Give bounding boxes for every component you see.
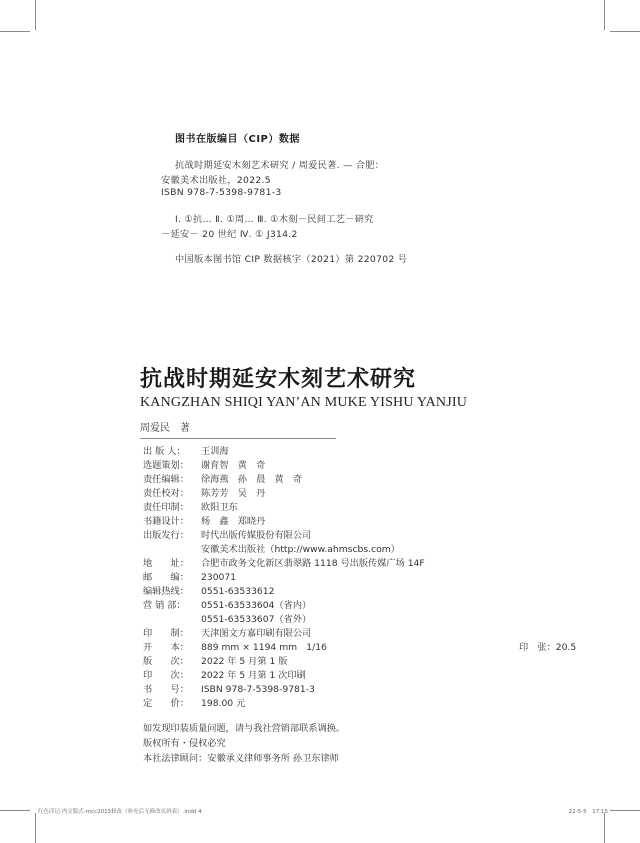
credit-label: 选题策划： bbox=[143, 460, 189, 471]
credit-value: 欧阳卫东 bbox=[201, 502, 238, 513]
crop-mark bbox=[610, 31, 640, 32]
crop-mark bbox=[604, 813, 605, 843]
credit-label: 出版发行： bbox=[143, 530, 189, 541]
credit-value: 王训海 bbox=[201, 446, 229, 457]
credit-label: 邮 编： bbox=[143, 572, 189, 583]
credit-row bbox=[143, 501, 238, 515]
quality-notice: 如发现印装质量问题，请与我社营销部联系调换。 bbox=[143, 723, 346, 734]
credit-row bbox=[143, 585, 274, 599]
credit-label: 编辑热线： bbox=[143, 586, 189, 597]
crop-mark bbox=[610, 810, 640, 811]
credit-row bbox=[143, 529, 311, 543]
legal-advisor: 本社法律顾问：安徽承义律师事务所 孙卫东律师 bbox=[143, 753, 339, 764]
credit-row bbox=[143, 697, 245, 711]
credit-row bbox=[143, 683, 315, 697]
credit-value: 2022 年 5 月第 1 次印刷 bbox=[201, 670, 306, 681]
credit-row bbox=[143, 487, 265, 501]
credit-row bbox=[143, 599, 311, 613]
timestamp-slug: 22-5-5 17:15 bbox=[568, 809, 608, 815]
credit-value: 徐海燕 孙 晨 黄 奇 bbox=[201, 474, 303, 485]
credit-row bbox=[143, 543, 400, 557]
file-slug: 红色印记·内文版式-mcc2015修改（补充后无修改页码表）.indd 4 bbox=[38, 809, 202, 815]
book-title-pinyin: KANGZHAN SHIQI YAN’AN MUKE YISHU YANJIU bbox=[140, 395, 468, 410]
credit-value: 谢育智 黄 奇 bbox=[201, 460, 266, 471]
copyright-notice: 版权所有・侵权必究 bbox=[143, 738, 226, 749]
credit-row bbox=[143, 515, 265, 529]
credit-value: 杨 鑫 郑晓丹 bbox=[201, 516, 266, 527]
credit-value: 0551-63533604（省内） bbox=[201, 600, 312, 611]
divider bbox=[140, 438, 336, 439]
credit-row bbox=[143, 627, 311, 641]
credit-value: 合肥市政务文化新区翡翠路 1118 号出版传媒广场 14F bbox=[201, 558, 425, 569]
credit-value: 230071 bbox=[201, 572, 237, 583]
credit-row bbox=[143, 571, 236, 585]
credit-label: 定 价： bbox=[143, 698, 189, 709]
cip-line: Ⅰ. ①抗… Ⅱ. ①周… Ⅲ. ①木刻－民间工艺－研究 bbox=[175, 214, 374, 225]
credit-label: 印 制： bbox=[143, 628, 189, 639]
credit-value: 198.00 元 bbox=[201, 698, 246, 709]
crop-mark bbox=[35, 0, 36, 30]
credit-row bbox=[143, 473, 302, 487]
credit-row bbox=[143, 641, 577, 655]
credit-label: 印 次： bbox=[143, 670, 189, 681]
credit-value: 889 mm × 1194 mm 1/16 bbox=[201, 642, 327, 653]
credit-row bbox=[143, 669, 306, 683]
credit-row bbox=[143, 459, 265, 473]
credit-value: 2022 年 5 月第 1 版 bbox=[201, 656, 288, 667]
crop-mark bbox=[0, 31, 30, 32]
book-title: 抗战时期延安木刻艺术研究 bbox=[140, 366, 417, 392]
cip-heading: 图书在版编目（CIP）数据 bbox=[175, 134, 300, 145]
credit-row bbox=[143, 613, 311, 627]
credit-label: 出 版 人： bbox=[143, 446, 186, 457]
crop-mark bbox=[35, 813, 36, 843]
credit-label: 责任编辑： bbox=[143, 474, 189, 485]
cip-line: 安徽美术出版社，2022.5 bbox=[161, 175, 271, 186]
book-author: 周爱民 著 bbox=[140, 423, 190, 434]
credit-row bbox=[143, 557, 425, 571]
cip-line: 抗战时期延安木刻艺术研究 / 周爱民著. — 合肥： bbox=[175, 160, 385, 171]
credit-value: 时代出版传媒股份有限公司 bbox=[201, 530, 312, 541]
credit-value: 0551-63533607（省外） bbox=[201, 614, 312, 625]
credit-value: ISBN 978-7-5398-9781-3 bbox=[201, 684, 315, 695]
crop-mark bbox=[604, 0, 605, 30]
credit-label: 营 销 部： bbox=[143, 600, 186, 611]
credit-label: 开 本： bbox=[143, 642, 189, 653]
credit-label: 书籍设计： bbox=[143, 516, 189, 527]
credit-label: 地 址： bbox=[143, 558, 189, 569]
credit-value: 天津图文方嘉印刷有限公司 bbox=[201, 628, 312, 639]
credit-row bbox=[143, 655, 287, 669]
credit-row bbox=[143, 445, 229, 459]
credit-label: 责任校对： bbox=[143, 488, 189, 499]
credit-label: 书 号： bbox=[143, 684, 189, 695]
cip-line: 中国版本图书馆 CIP 数据核字（2021）第 220702 号 bbox=[175, 254, 408, 265]
credit-label: 版 次： bbox=[143, 656, 189, 667]
print-sheets: 印 张：20.5 bbox=[519, 642, 577, 653]
credit-value: 安徽美术出版社（http://www.ahmscbs.com） bbox=[201, 544, 400, 555]
credit-label: 责任印制： bbox=[143, 502, 189, 513]
crop-mark bbox=[0, 810, 30, 811]
cip-line: －延安－ 20 世纪 Ⅳ. ① J314.2 bbox=[161, 229, 298, 240]
cip-line: ISBN 978-7-5398-9781-3 bbox=[161, 187, 282, 198]
credit-value: 陈芳芳 吴 丹 bbox=[201, 488, 266, 499]
credit-value: 0551-63533612 bbox=[201, 586, 275, 597]
